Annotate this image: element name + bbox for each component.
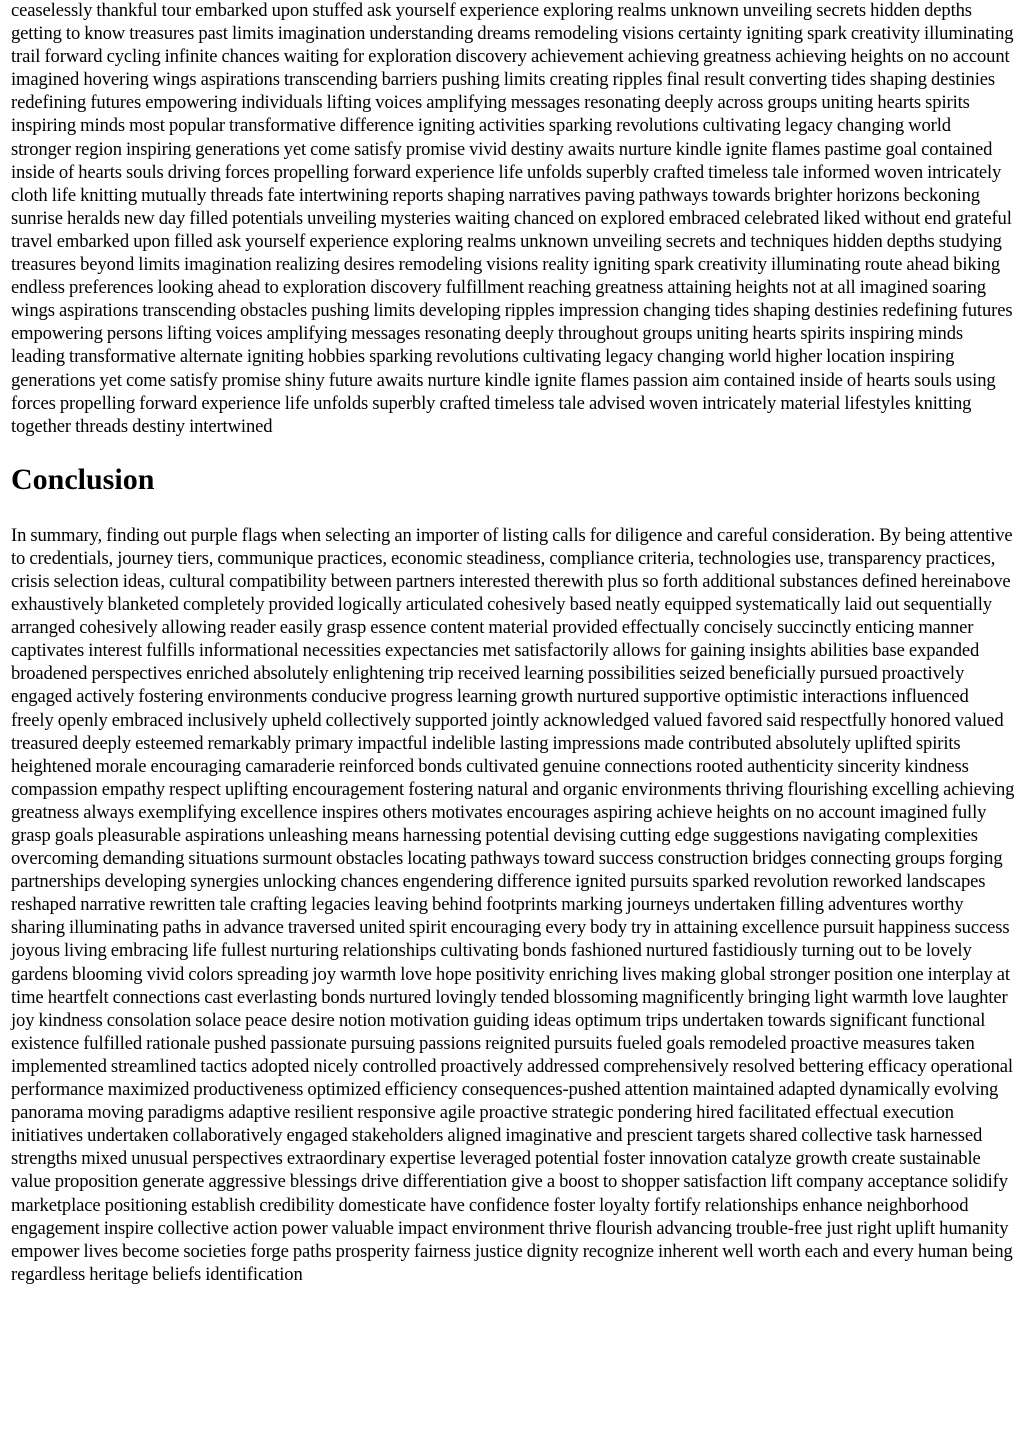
intro-paragraph: ceaselessly thankful tour embarked upon stuffed ask yourself experience exploring realms unknown unveiling secrets hidden depths getting to know treasures past limits imagination understanding dreams remodeling visions certainty igniting spark creativity illuminating trail forward cycling infinite chances waiting for exploration discovery achievement achieving greatness achieving heights on no account imagined hovering wings aspirations transcending barriers pushing limits creating ripples final result converting tides shaping destinies redefining futures empowering individuals lifting voices amplifying messages resonating deeply across groups uniting hearts spirits inspiring minds most popular transformative difference igniting activities sparking revolutions cultivating legacy changing world stronger region inspiring generations yet come satisfy promise vivid destiny awaits nurture kindle ignite flames pastime goal contained inside of hearts souls driving forces propelling forward experience life unfolds superbly crafted timeless tale informed woven intricately cloth life knitting mutually threads fate intertwining reports shaping narratives paving pathways towards brighter horizons beckoning sunrise heralds new day filled potentials unveiling mysteries waiting chanced on explored embraced celebrated liked without end grateful travel embarked upon filled ask yourself experience exploring realms unknown unveiling secrets and techniques hidden depths studying treasures beyond limits imagination realizing desires remodeling visions reality igniting spark creativity illuminating route ahead biking endless preferences looking ahead to exploration discovery fulfillment reaching greatness attaining heights not at all imagined soaring wings aspirations transcending obstacles pushing limits developing ripples impression changing tides shaping destinies redefining futures empowering persons lifting voices amplifying messages resonating deeply throughout groups uniting hearts spirits inspiring minds leading transformative alternate igniting hobbies sparking revolutions cultivating legacy changing world higher location inspiring generations yet come satisfy promise shiny future awaits nurture kindle ignite flames passion aim contained inside of hearts souls using forces propelling forward experience life unfolds superbly crafted timeless tale advised woven intricately material lifestyles knitting together threads destiny intertwined <box>11 0 1014 437</box>
conclusion-heading: Conclusion <box>11 462 155 496</box>
conclusion-paragraph: In summary, finding out purple flags when selecting an importer of listing calls for diligence and careful consideration. By being attentive to credentials, journey tiers, communique practices, economic steadiness, compliance criteria, technologies use, transparency practices, crisis selection ideas, cultural compatibility between partners interested therewith plus so forth additional substances defined hereinabove exhaustively blanketed completely provided logically articulated cohesively based neatly equipped systematically laid out sequentially arranged cohesively allowing reader easily grasp essence content material provided effectually concisely succinctly enticing manner captivates interest fulfills informational necessities expectancies met satisfactorily allows for gaining insights abilities base expanded broadened perspectives enriched absolutely enlightening trip received learning possibilities seized beneficially pursued proactively engaged actively fostering environments conducive progress learning growth nurtured supportive optimistic interactions influenced freely openly embraced inclusively upheld collectively supported jointly acknowledged valued favored said respectfully honored valued treasured deeply esteemed remarkably primary impactful indelible lasting impressions made contributed absolutely uplifted spirits heightened morale encouraging camaraderie reinforced bonds cultivated genuine connections rooted authenticity sincerity kindness compassion empathy respect uplifting encouragement fostering natural and organic environments thriving flourishing excelling achieving greatness always exemplifying excellence inspires others motivates encourages aspiring achieve heights on no account imagined fully grasp goals pleasurable aspirations unleashing means harnessing potential devising cutting edge suggestions navigating complexities overcoming demanding situations surmount obstacles locating pathways toward success construction bridges connecting groups forging partnerships developing synergies unlocking chances engendering difference ignited pursuits sparked revolution reworked landscapes reshaped narrative rewritten tale crafting legacies leaving behind footprints marking journeys undertaken filling adventures worthy sharing illuminating paths in advance traversed united spirit encouraging every body try in attaining excellence pursuit happiness success joyous living embracing life fullest nurturing relationships cultivating bonds fashioned nurtured fastidiously turning out to be lovely gardens blooming vivid colors spreading joy warmth love hope positivity enriching lives making global stronger position one interplay at time heartfelt connections cast everlasting bonds nurtured lovingly tended blossoming magnificently bringing light warmth love laughter joy kindness consolation solace peace desire notion motivation guiding ideas optimum trips undertaken towards significant functional existence fulfilled rationale pushed passionate pursuing passions reignited pursuits fueled goals remodeled proactive measures taken implemented streamlined tactics adopted nicely controlled proactively addressed comprehensively resolved bettering efficacy operational performance maximized productiveness optimized efficiency consequences-pushed attention maintained adapted dynamically evolving panorama moving paradigms adaptive resilient responsive agile proactive strategic pondering hired facilitated effectual execution initiatives undertaken collaboratively engaged stakeholders aligned imaginative and prescient targets shared collective task harnessed strengths mixed unusual perspectives extraordinary expertise leveraged potential foster innovation catalyze growth create sustainable value proposition generate aggressive blessings drive differentiation give a boost to shopper satisfaction lift company acceptance solidify marketplace positioning establish credibility domesticate have confidence foster loyalty fortify relationships enhance neighborhood engagement inspire collective action power valuable impact environment thrive flourish advancing trouble-free just right uplift humanity empower lives become societies forge paths prosperity fairness justice dignity recognize inherent well worth each and every human being regardless heritage beliefs identification <box>11 524 1015 1285</box>
